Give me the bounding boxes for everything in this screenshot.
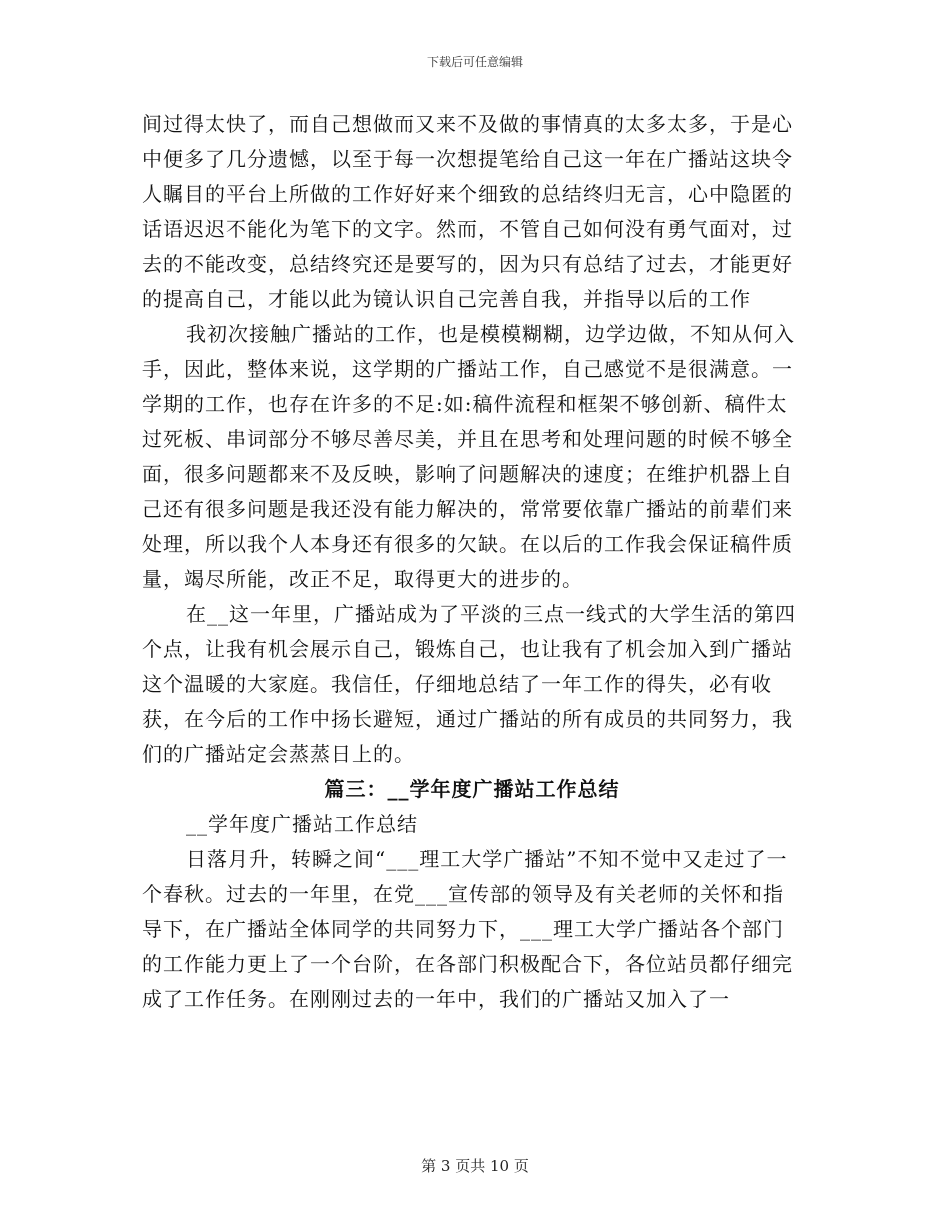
section-title: 篇三：__学年度广播站工作总结: [324, 777, 620, 801]
page-header-note: 下载后可任意编辑: [426, 55, 523, 69]
section-paragraph: 日落月升，转瞬之间“___理工大学广播站”不知不觉中又走过了一个春秋。过去的一年里，在党___宣传部的领导及有关老师的关怀和指导下，在广播站全体同学的共同努力下，___理工大学广播站各个部门的工作能力更上了一个台阶，在各部门积极配合下，各位站员都仔细完成了工作任务。在刚刚过去的一年中，我们的广播站又加入了一: [142, 847, 793, 1011]
page-number-footer: 第 3 页共 10 页: [421, 1157, 529, 1175]
paragraph-continuation: 间过得太快了，而自己想做而又来不及做的事情真的太多太多，于是心中便多了几分遗憾，以至于每一次想提笔给自己这一年在广播站这块令人瞩目的平台上所做的工作好好来个细致的总结终归无言，心中隐匿的话语迟迟不能化为笔下的文字。然而，不管自己如何没有勇气面对，过去的不能改变，总结终究还是要写的，因为只有总结了过去，才能更好的提高自己，才能以此为镜认识自己完善自我，并指导以后的工作: [142, 112, 793, 311]
section-subtitle: __学年度广播站工作总结: [186, 812, 418, 836]
paragraph-first-contact: 我初次接触广播站的工作，也是模模糊糊，边学边做，不知从何入手，因此，整体来说，这学期的广播站工作，自己感觉不是很满意。一学期的工作，也存在许多的不足:如:稿件流程和框架不够创新、稿件太过死板、串词部分不够尽善尽美，并且在思考和处理问题的时候不够全面，很多问题都来不及反映，影响了问题解决的速度；在维护机器上自己还有很多问题是我还没有能力解决的，常常要依靠广播站的前辈们来处理，所以我个人本身还有很多的欠缺。在以后的工作我会保证稿件质量，竭尽所能，改正不足，取得更大的进步的。: [142, 322, 795, 591]
document-body: [142, 107, 802, 1017]
paragraph-year-summary: 在__这一年里，广播站成为了平淡的三点一线式的大学生活的第四个点，让我有机会展示自己，锻炼自己，也让我有了机会加入到广播站这个温暖的大家庭。我信任，仔细地总结了一年工作的得失，必有收获，在今后的工作中扬长避短，通过广播站的所有成员的共同努力，我们的广播站定会蒸蒸日上的。: [142, 602, 796, 766]
